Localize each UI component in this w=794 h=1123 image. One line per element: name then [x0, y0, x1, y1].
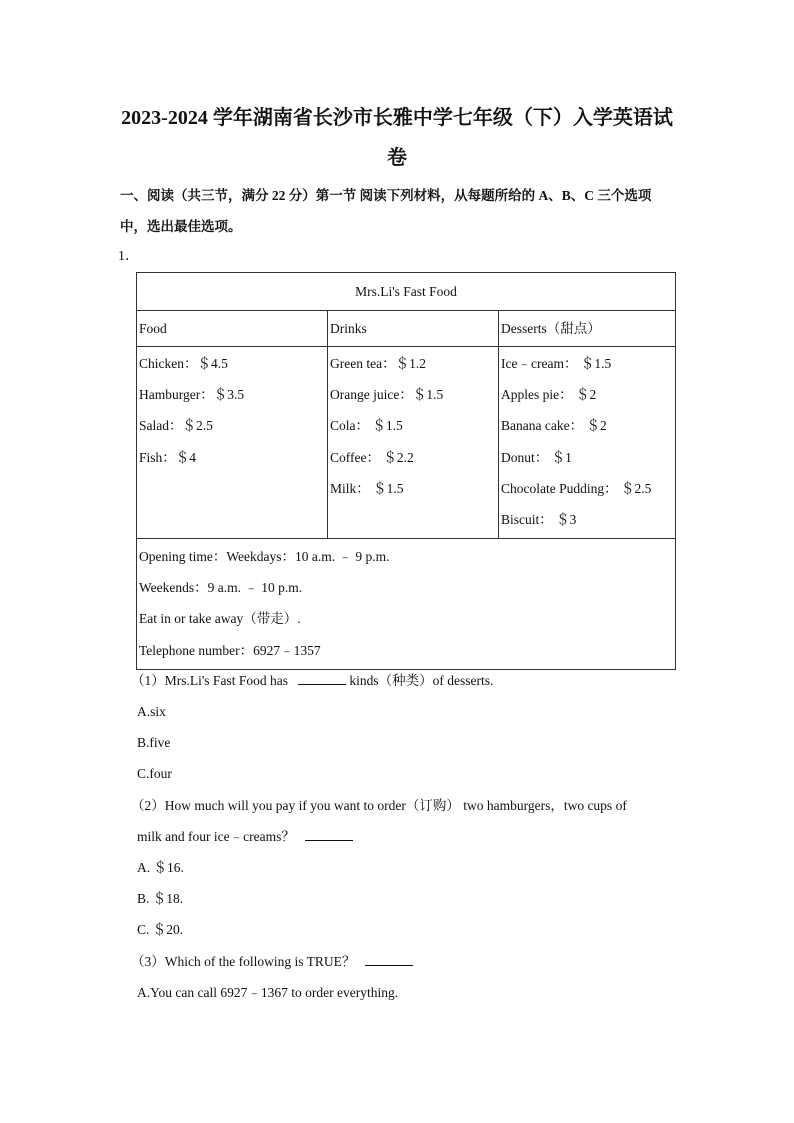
answer-blank: [305, 828, 353, 841]
answer-blank: [298, 672, 346, 685]
answer-blank: [365, 953, 413, 966]
option-c: C.four: [137, 766, 172, 781]
dessert-item: Banana cake： ＄2: [501, 418, 607, 434]
option-b: B.five: [137, 735, 171, 750]
drink-item: Cola： ＄1.5: [330, 418, 403, 434]
dessert-item: Apples pie： ＄2: [501, 387, 597, 403]
option-a: A.six: [137, 704, 166, 719]
question-number: 1．: [118, 249, 139, 264]
question-2-text: milk and four ice﹣creams？: [137, 829, 295, 844]
menu-table: [136, 272, 676, 670]
food-item: Chicken：＄4.5: [139, 356, 228, 371]
exam-title-continued: 卷: [387, 147, 407, 169]
question-3-text: （3）Which of the following is TRUE？: [131, 954, 356, 969]
exam-title: 2023-2024 学年湖南省长沙市长雅中学七年级（下）入学英语试: [121, 107, 673, 129]
info-cell: [137, 539, 676, 670]
question-1: [131, 665, 493, 696]
header-food: Food: [137, 311, 328, 347]
dessert-item: Biscuit： ＄3: [501, 511, 577, 527]
section-heading-line: 一、阅读（共三节，满分 22 分）第一节 阅读下列材料，从每题所给的 A、B、C 三个选项: [120, 188, 652, 203]
option-c: C. ＄20.: [137, 922, 184, 937]
question-1-text-end: kinds（种类）of desserts.: [349, 673, 494, 688]
drink-item: Green tea：＄1.2: [330, 356, 426, 371]
food-column: [137, 347, 328, 539]
dessert-item: Donut： ＄1: [501, 449, 572, 465]
telephone-number: Telephone number：6927﹣1357: [139, 642, 321, 658]
drinks-column: [328, 347, 499, 539]
header-desserts: Desserts（甜点）: [499, 311, 676, 347]
question-1-text: （1）Mrs.Li's Fast Food has: [131, 673, 288, 688]
drink-item: Coffee： ＄2.2: [330, 449, 414, 465]
desserts-column: [499, 347, 676, 539]
question-2-continued: [137, 821, 353, 852]
section-heading: [120, 180, 676, 242]
option-a: A. ＄16.: [137, 860, 184, 875]
eat-in-note: Eat in or take away（带走）.: [139, 611, 301, 627]
option-a: A.You can call 6927﹣1367 to order everything.: [137, 985, 399, 1000]
dessert-item: Chocolate Pudding： ＄2.5: [501, 480, 652, 496]
question-3: [131, 946, 413, 977]
menu-title: Mrs.Li's Fast Food: [137, 273, 676, 311]
food-item: Hamburger：＄3.5: [139, 387, 245, 403]
section-heading-line: 中，选出最佳选项。: [120, 219, 242, 234]
drink-item: Orange juice：＄1.5: [330, 387, 444, 403]
food-item: Salad：＄2.5: [139, 418, 213, 434]
dessert-item: Ice﹣cream： ＄1.5: [501, 356, 612, 371]
food-item: Fish：＄4: [139, 449, 197, 465]
header-drinks: Drinks: [328, 311, 499, 347]
weekend-hours: Weekends：9 a.m. ﹣ 10 p.m.: [139, 580, 303, 596]
option-b: B. ＄18.: [137, 891, 184, 906]
opening-time: Opening time：Weekdays：10 a.m. ﹣ 9 p.m.: [139, 549, 390, 564]
question-2: （2）How much will you pay if you want to order（订购） two hamburgers，two cups of: [131, 798, 627, 813]
drink-item: Milk： ＄1.5: [330, 480, 404, 496]
